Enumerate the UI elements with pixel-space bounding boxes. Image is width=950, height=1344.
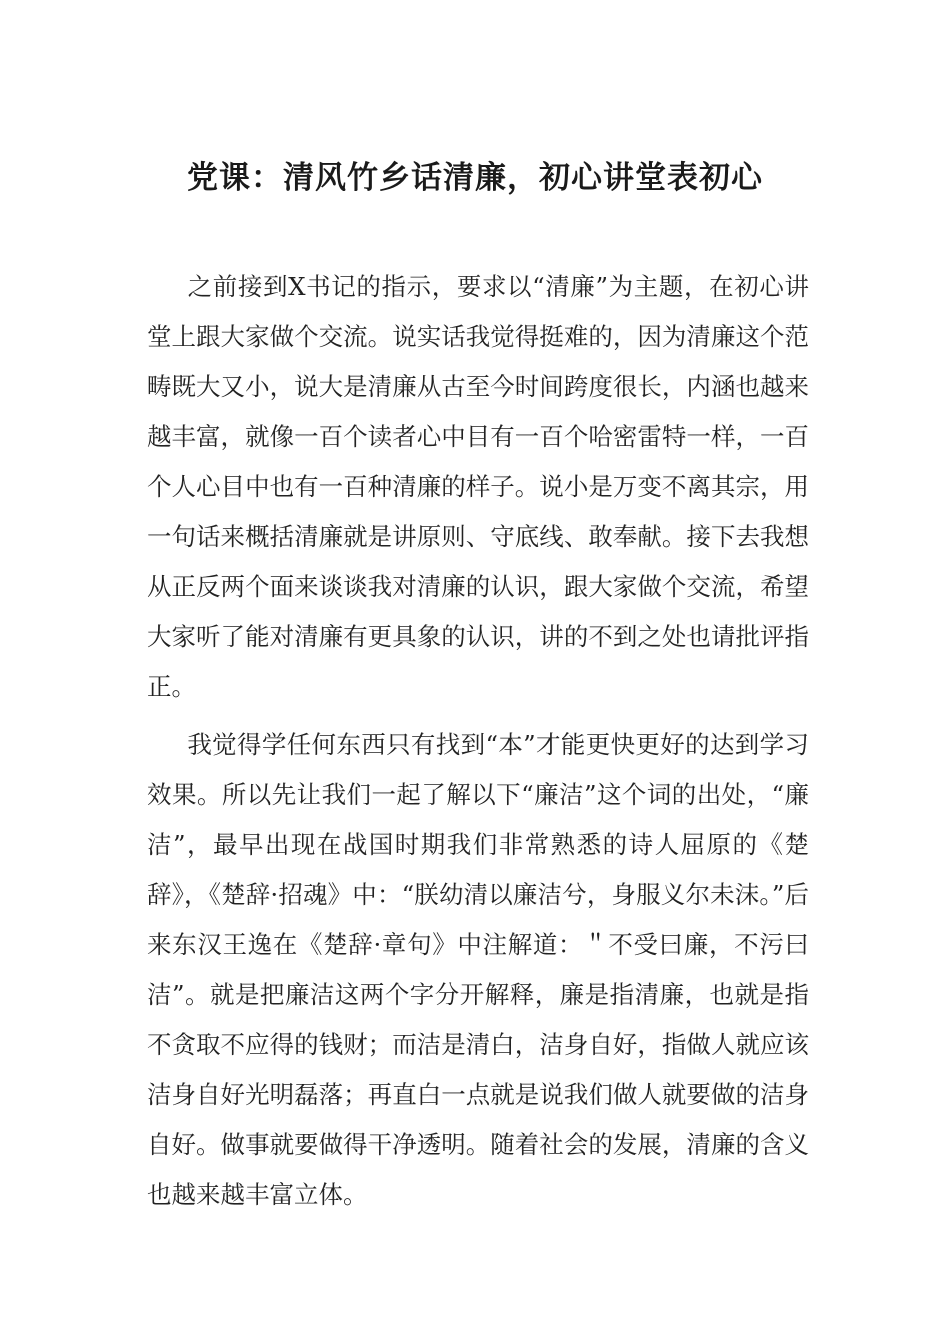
paragraph-1 <box>147 262 809 712</box>
paragraph-1-text: 之前接到X书记的指示，要求以“清廉”为主题，在初心讲堂上跟大家做个交流。说实话我觉得挺难的，因为清廉这个范畴既大又小，说大是清廉从古至今时间跨度很长，内涵也越来越丰富，就像一百个读者心中目有一百个哈密雷特一样，一百个人心目中也有一百种清廉的样子。说小是万变不离其宗，用一句话来概括清廉就是讲原则、守底线、敢奉献。接下去我想从正反两个面来谈谈我对清廉的认识，跟大家做个交流，希望大家听了能对清廉有更具象的认识，讲的不到之处也请批评指正。 <box>147 272 809 701</box>
paragraph-2-text: 我觉得学任何东西只有找到“本”才能更快更好的达到学习效果。所以先让我们一起了解以下“廉洁”这个词的出处，“廉洁”，最早出现在战国时期我们非常熟悉的诗人屈原的《楚辞》，《楚辞·招魂》中：“朕幼清以廉洁兮，身服义尔未沫。”后来东汉王逸在《楚辞·章句》中注解道：＂不受曰廉，不污曰洁”。就是把廉洁这两个字分开解释，廉是指清廉，也就是指不贪取不应得的钱财；而洁是清白，洁身自好，指做人就应该洁身自好光明磊落；再直白一点就是说我们做人就要做的洁身自好。做事就要做得干净透明。随着社会的发展，清廉的含义也越来越丰富立体。 <box>147 730 809 1209</box>
document-title: 党课：清风竹乡话清廉，初心讲堂表初心 <box>187 160 763 196</box>
paragraph-2 <box>147 720 809 1220</box>
